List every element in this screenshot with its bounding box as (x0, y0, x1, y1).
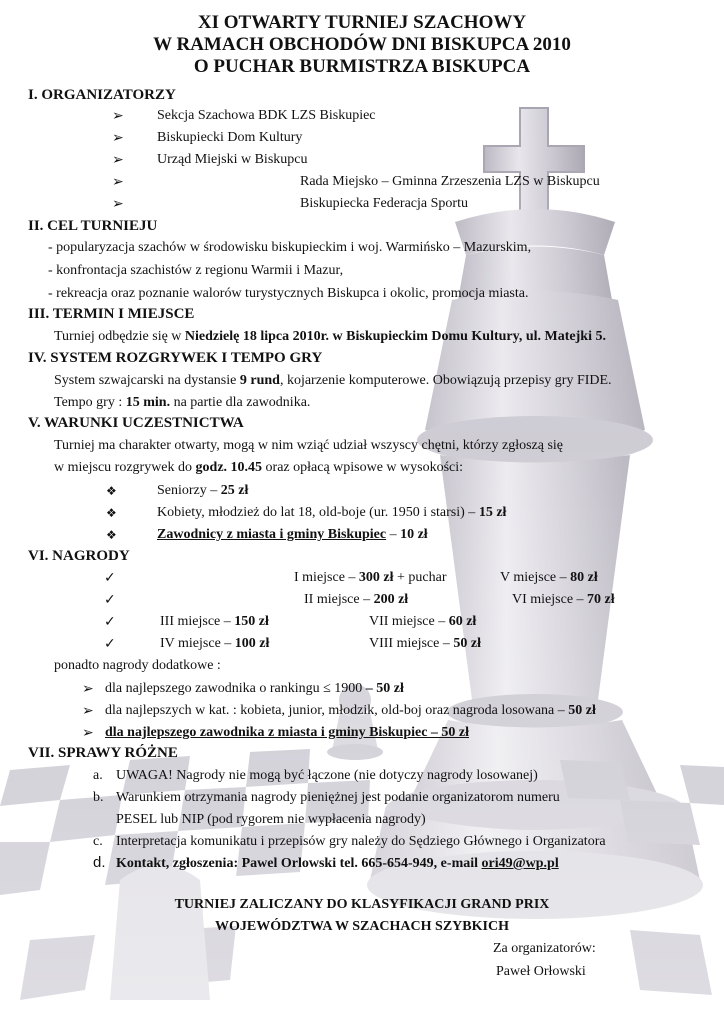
checkmark-icon: ✓ (104, 614, 116, 630)
checkmark-icon: ✓ (104, 636, 116, 652)
arrow-bullet-icon: ➢ (112, 108, 124, 124)
misc-label-a: a. (93, 768, 103, 783)
title-line-2: W RAMACH OBCHODÓW DNI BISKUPCA 2010 (153, 34, 571, 55)
system-line: System szwajcarski na dystansie 9 rund, kojarzenie komputerowe. Obowiązują przepisy gry FIDE. (54, 373, 612, 388)
diamond-bullet-icon: ❖ (106, 506, 117, 520)
section-prizes-heading: VI. NAGRODY (28, 548, 130, 564)
section-date-heading: III. TERMIN I MIEJSCE (28, 306, 195, 322)
arrow-bullet-icon: ➢ (112, 130, 124, 146)
prize-3: III miejsce – 150 zł (160, 614, 269, 629)
conditions-line: Turniej ma charakter otwarty, mogą w nim wziąć udział wszyscy chętni, którzy zgłoszą się (54, 438, 564, 453)
prize-2: II miejsce – 200 zł (304, 592, 409, 607)
arrow-bullet-icon: ➢ (82, 725, 94, 741)
extra-prize-item: dla najlepszego zawodnika z miasta i gminy Biskupiec – 50 zł (105, 725, 470, 740)
section-misc-heading: VII. SPRAWY RÓŻNE (28, 745, 178, 761)
extra-prize-item: dla najlepszego zawodnika o rankingu ≤ 1900 – 50 zł (105, 681, 404, 696)
extra-prize-item: dla najlepszych w kat. : kobieta, junior, młodzik, old-boj oraz nagroda losowana – 50 zł (105, 703, 596, 718)
title-line-1: XI OTWARTY TURNIEJ SZACHOWY (197, 12, 527, 33)
signature-name: Paweł Orłowski (496, 964, 586, 979)
organizer-item: Biskupiecki Dom Kultury (157, 130, 303, 145)
organizer-item: Urząd Miejski w Biskupcu (157, 152, 308, 167)
fee-item: Zawodnicy z miasta i gminy Biskupiec – 10 zł (157, 527, 428, 542)
tempo-line: Tempo gry : 15 min. na partie dla zawodnika. (54, 395, 311, 410)
arrow-bullet-icon: ➢ (112, 174, 124, 190)
section-system-heading: IV. SYSTEM ROZGRYWEK I TEMPO GRY (28, 350, 323, 366)
arrow-bullet-icon: ➢ (112, 196, 124, 212)
section-goal-heading: II. CEL TURNIEJU (28, 218, 158, 234)
fee-item: Kobiety, młodzież do lat 18, old-boje (ur. 1950 i starsi) – 15 zł (157, 505, 507, 520)
prize-4: IV miejsce – 100 zł (160, 636, 270, 651)
prize-5: V miejsce – 80 zł (500, 570, 598, 585)
organizer-item: Biskupiecka Federacja Sportu (300, 196, 468, 211)
section-organizers-heading: I. ORGANIZATORZY (28, 87, 176, 103)
checkmark-icon: ✓ (104, 570, 116, 586)
fee-item: Seniorzy – 25 zł (157, 483, 249, 498)
arrow-bullet-icon: ➢ (82, 681, 94, 697)
organizer-item: Sekcja Szachowa BDK LZS Biskupiec (157, 108, 376, 123)
title-line-3: O PUCHAR BURMISTRZA BISKUPCA (193, 56, 531, 77)
goal-line: - konfrontacja szachistów z regionu Warmii i Mazur, (48, 263, 344, 278)
diamond-bullet-icon: ❖ (106, 528, 117, 542)
conditions-line: w miejscu rozgrywek do godz. 10.45 oraz opłacą wpisowe w wysokości: (54, 460, 464, 475)
prize-8: VIII miejsce – 50 zł (369, 636, 481, 651)
extra-prizes-heading: ponadto nagrody dodatkowe : (54, 658, 221, 673)
date-place-line: Turniej odbędzie się w Niedzielę 18 lipca 2010r. w Biskupieckim Domu Kultury, ul. Matejki 5. (54, 329, 606, 344)
misc-item-b: Warunkiem otrzymania nagrody pieniężnej jest podanie organizatorom numeru (116, 790, 560, 805)
goal-line: - popularyzacja szachów w środowisku biskupieckim i woj. Warmińsko – Mazurskim, (48, 240, 532, 255)
misc-item-b-cont: PESEL lub NIP (pod rygorem nie wypłacenia nagrody) (116, 812, 426, 827)
misc-item-d: Kontakt, zgłoszenia: Pawel Orlowski tel. 665-654-949, e-mail ori49@wp.pl (116, 856, 559, 871)
misc-item-a: UWAGA! Nagrody nie mogą być łączone (nie dotyczy nagrody losowanej) (116, 768, 538, 783)
prize-6: VI miejsce – 70 zł (512, 592, 615, 607)
grand-prix-line-1: TURNIEJ ZALICZANY DO KLASYFIKACJI GRAND PRIX (174, 897, 550, 912)
arrow-bullet-icon: ➢ (112, 152, 124, 168)
misc-label-d: d. (93, 854, 106, 871)
arrow-bullet-icon: ➢ (82, 703, 94, 719)
contact-email-link[interactable]: ori49@wp.pl (481, 856, 559, 871)
diamond-bullet-icon: ❖ (106, 484, 117, 498)
misc-label-b: b. (93, 790, 104, 805)
checkmark-icon: ✓ (104, 592, 116, 608)
misc-label-c: c. (93, 834, 103, 849)
goal-line: - rekreacja oraz poznanie walorów turystycznych Biskupca i okolic, promocja miasta. (48, 286, 529, 301)
prize-7: VII miejsce – 60 zł (369, 614, 477, 629)
section-conditions-heading: V. WARUNKI UCZESTNICTWA (28, 415, 244, 431)
misc-item-c: Interpretacja komunikatu i przepisów gry należy do Sędziego Głównego i Organizatora (116, 834, 606, 849)
signature-label: Za organizatorów: (493, 941, 596, 956)
organizer-item: Rada Miejsko – Gminna Zrzeszenia LZS w Biskupcu (300, 174, 600, 189)
prize-1: I miejsce – 300 zł + puchar (294, 570, 447, 585)
grand-prix-line-2: WOJEWÓDZTWA W SZACHACH SZYBKICH (215, 919, 509, 934)
